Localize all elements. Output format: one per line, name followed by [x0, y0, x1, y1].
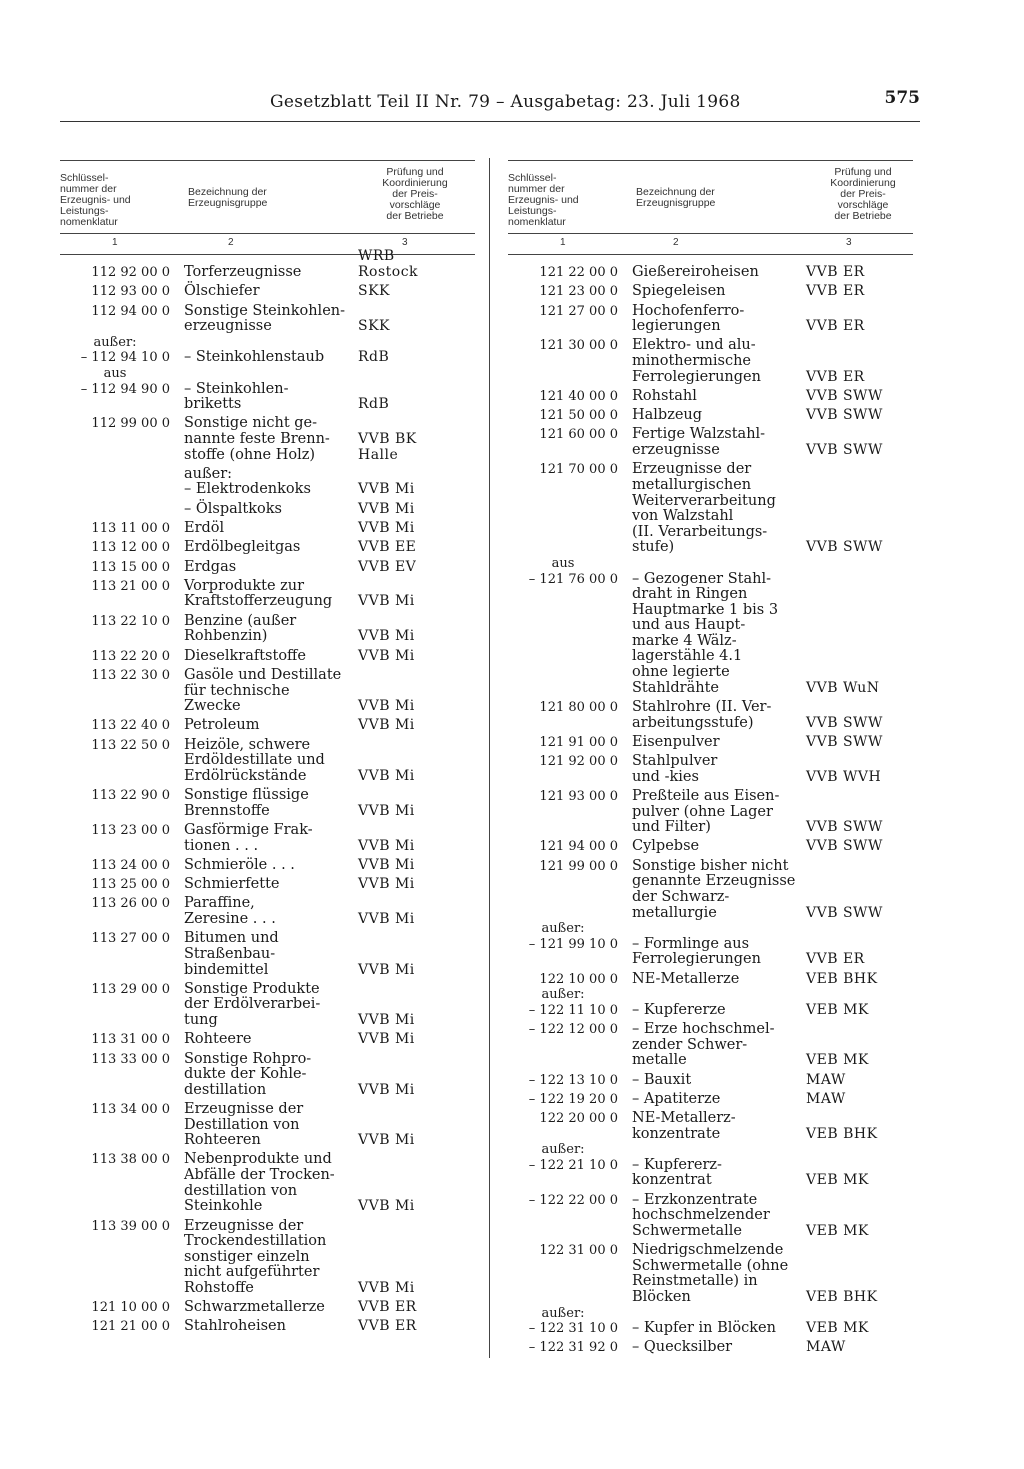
product-group-name: – Kupfererze: [632, 1001, 726, 1018]
reviewing-agency: VVB SWW: [806, 387, 883, 404]
key-number: – 112 94 10 0: [80, 350, 170, 366]
reviewing-agency: VEB MK: [806, 1052, 869, 1069]
key-number: 121 92 00 0: [539, 754, 618, 770]
reviewing-agency: VEB MK: [806, 1320, 869, 1337]
key-number: – 121 76 00 0: [528, 571, 618, 587]
reviewing-agency: VVB Mi: [358, 856, 415, 873]
reviewing-agency: VVB SWW: [806, 407, 883, 424]
key-number: 113 22 40 0: [91, 718, 170, 734]
product-group-name: Sonstige Produkte der Erdölverarbei- tung: [184, 980, 321, 1028]
column-header: [508, 161, 913, 233]
product-group-name: Bitumen und Straßenbau- bindemittel: [184, 930, 279, 978]
key-number: 113 26 00 0: [91, 896, 170, 912]
product-group-name: Heizöle, schwere Erdöldestillate und Erdölrückstände: [184, 736, 325, 784]
key-number: 112 94 00 0: [91, 303, 170, 319]
reviewing-agency: VVB ER: [358, 1318, 417, 1335]
product-group-name: Elektro- und alu- minothermische Ferrolegierungen: [632, 337, 761, 385]
reviewing-agency: VVB Mi: [358, 876, 415, 893]
key-number: 121 22 00 0: [539, 265, 618, 280]
reviewing-agency: VVB ER: [806, 264, 865, 280]
table-row: [60, 877, 475, 893]
page-number: 575: [884, 88, 920, 108]
product-group-name: – Gezogener Stahl- draht in Ringen Hauptmarke 1 bis 3 und aus Haupt- marke 4 Wälz- lagerstähle 4.1 ohne legierte Stahldrähte: [632, 570, 779, 696]
reviewing-agency: VVB Mi: [358, 1198, 415, 1215]
header-col3: Prüfung und Koordinierung der Preis- vorschläge der Betriebe: [382, 166, 448, 222]
product-group-name: – Quecksilber: [632, 1339, 733, 1356]
col-number-1: 1: [560, 237, 566, 248]
key-number: 122 31 00 0: [539, 1243, 618, 1259]
key-number: 122 10 00 0: [539, 971, 618, 987]
reviewing-agency: VVB ER: [806, 318, 865, 335]
key-number: 121 27 00 0: [539, 303, 618, 319]
product-group-name: Erzeugnisse der Trockendestillation sonstiger einzeln nicht aufgeführter Rohstoffe: [184, 1217, 327, 1296]
table-row: [60, 1219, 475, 1297]
product-group-name: Cylpebse: [632, 838, 700, 855]
header-col1: Schlüssel- nummer der Erzeugnis- und Leistungs- nomenklatur: [508, 172, 579, 228]
key-number: 121 70 00 0: [539, 462, 618, 478]
reviewing-agency: SKK: [358, 318, 391, 335]
code-prefix: außer:: [93, 334, 137, 350]
reviewing-agency: VVB WVH: [806, 768, 882, 785]
key-number: 113 21 00 0: [91, 578, 170, 594]
reviewing-agency: VVB Mi: [358, 698, 415, 715]
key-number: – 112 94 90 0: [80, 381, 170, 397]
table-row: [508, 921, 913, 968]
table-row: [508, 389, 913, 405]
reviewing-agency: VVB Mi: [358, 1279, 415, 1296]
key-number: 121 10 00 0: [91, 1300, 170, 1316]
reviewing-agency: VVB ER: [358, 1299, 417, 1316]
key-number: – 122 13 10 0: [528, 1072, 618, 1088]
table-row: [508, 408, 913, 424]
code-prefix: außer:: [541, 1305, 585, 1321]
code-prefix: außer:: [541, 921, 585, 937]
product-group-name: Sonstige Rohpro- dukte der Kohle- destillation: [184, 1050, 312, 1098]
key-number: 121 30 00 0: [539, 338, 618, 354]
reviewing-agency: RdB: [358, 349, 390, 366]
table-row: [60, 1032, 475, 1048]
table-row: [508, 1340, 913, 1356]
product-group-name: Gießereiroheisen: [632, 264, 759, 280]
product-group-name: Paraffine, Zeresine . . .: [184, 895, 276, 928]
table-row: [508, 987, 913, 1019]
table-row: [508, 265, 913, 281]
reviewing-agency: VVB SWW: [806, 904, 883, 921]
table-row: [60, 1319, 475, 1335]
product-group-name: Hochofenferro- legierungen: [632, 302, 745, 335]
key-number: 113 39 00 0: [91, 1218, 170, 1234]
product-group-name: Rohstahl: [632, 387, 697, 404]
reviewing-agency: VVB Mi: [358, 520, 415, 537]
product-group-name: Stahlrohre (II. Ver- arbeitungsstufe): [632, 698, 772, 731]
left-column: [60, 160, 475, 1339]
table-row: [60, 334, 475, 366]
product-group-name: Stahlroheisen: [184, 1318, 286, 1335]
table-row: [60, 738, 475, 785]
product-group-name: – Erze hochschmel- zender Schwer- metalle: [632, 1021, 775, 1069]
key-number: 113 22 30 0: [91, 667, 170, 683]
table-row: [60, 1300, 475, 1316]
table-row: [508, 1022, 913, 1069]
col-number-3: 3: [402, 237, 408, 248]
key-number: – 122 21 10 0: [528, 1157, 618, 1173]
header-col1: Schlüssel- nummer der Erzeugnis- und Leistungs- nomenklatur: [60, 172, 131, 228]
key-number: 121 80 00 0: [539, 699, 618, 715]
reviewing-agency: MAW: [806, 1071, 846, 1088]
key-number: 112 99 00 0: [91, 416, 170, 432]
key-number: 113 34 00 0: [91, 1102, 170, 1117]
table-row: [508, 1111, 913, 1142]
left-rows: [60, 248, 475, 1335]
key-number: 121 21 00 0: [91, 1319, 170, 1335]
reviewing-agency: VVB ER: [806, 283, 865, 300]
table-row: [60, 614, 475, 645]
product-group-name: Benzine (außer Rohbenzin): [184, 612, 297, 645]
reviewing-agency: VVB ER: [806, 951, 865, 968]
header-col2: Bezeichnung der Erzeugnisgruppe: [188, 186, 268, 209]
key-number: 113 29 00 0: [91, 981, 170, 997]
right-rows: [508, 255, 913, 1356]
table-row: [60, 521, 475, 537]
product-group-name: – Erzkonzentrate hochschmelzender Schwermetalle: [632, 1191, 770, 1239]
key-number: 113 25 00 0: [91, 877, 170, 893]
table-row: [60, 540, 475, 556]
table-row: [508, 735, 913, 751]
reviewing-agency: VVB Mi: [358, 767, 415, 784]
table-row: [508, 754, 913, 785]
reviewing-agency: VVB SWW: [806, 539, 883, 556]
reviewing-agency: MAW: [806, 1090, 846, 1107]
header-col3: Prüfung und Koordinierung der Preis- vorschläge der Betriebe: [830, 166, 896, 222]
reviewing-agency: RdB: [358, 396, 390, 413]
table-row: [60, 823, 475, 854]
table-row: [508, 462, 913, 556]
reviewing-agency: VVB Mi: [358, 961, 415, 978]
column-numbers: [508, 234, 913, 254]
key-number: 121 23 00 0: [539, 284, 618, 300]
product-group-name: Gasöle und Destillate für technische Zwecke: [184, 666, 342, 715]
reviewing-agency: VVB Mi: [358, 1132, 415, 1149]
key-number: 113 11 00 0: [91, 521, 170, 537]
key-number: 113 31 00 0: [91, 1032, 170, 1048]
product-group-name: Fertige Walzstahl- erzeugnisse: [632, 426, 766, 459]
key-number: 121 60 00 0: [539, 427, 618, 443]
product-group-name: – Formlinge aus Ferrolegierungen: [632, 935, 761, 968]
product-group-name: Stahlpulver und -kies: [632, 753, 718, 785]
table-row: [508, 972, 913, 988]
reviewing-agency: VVB Mi: [358, 481, 415, 498]
table-row: [508, 1073, 913, 1089]
product-group-name: – Kupfererz- konzentrat: [632, 1156, 722, 1189]
product-group-name: Sonstige bisher nicht genannte Erzeugnisse der Schwarz- metallurgie: [632, 857, 796, 921]
code-prefix: außer:: [541, 987, 585, 1003]
reviewing-agency: VVB Mi: [358, 500, 415, 517]
reviewing-agency: VVB ER: [806, 368, 865, 385]
product-group-name: Eisenpulver: [632, 733, 720, 750]
reviewing-agency: VVB WuN: [806, 679, 880, 696]
table-row: [508, 1243, 913, 1305]
table-row: [508, 1142, 913, 1189]
product-group-name: – Steinkohlenstaub: [184, 349, 325, 366]
reviewing-agency: VEB BHK: [806, 1288, 878, 1305]
product-group-name: Schwarzmetallerze: [184, 1299, 325, 1316]
key-number: 121 50 00 0: [539, 408, 618, 424]
product-group-name: – Steinkohlen- briketts: [184, 380, 289, 413]
key-number: 112 93 00 0: [91, 284, 170, 300]
reviewing-agency: VVB Mi: [358, 911, 415, 928]
key-number: 121 94 00 0: [539, 839, 618, 855]
right-column: [508, 160, 913, 1360]
reviewing-agency: VVB Mi: [358, 1011, 415, 1028]
product-group-name: Schmierfette: [184, 876, 280, 893]
product-group-name: Petroleum: [184, 717, 260, 734]
key-number: – 122 31 92 0: [528, 1340, 618, 1356]
column-divider: [489, 158, 490, 1358]
product-group-name: Sonstige Steinkohlen- erzeugnisse: [184, 302, 346, 335]
key-number: 113 23 00 0: [91, 823, 170, 838]
key-number: 122 20 00 0: [539, 1111, 618, 1127]
key-number: 121 93 00 0: [539, 788, 618, 804]
key-number: 113 33 00 0: [91, 1051, 170, 1067]
key-number: 113 24 00 0: [91, 857, 170, 873]
table-row: [60, 788, 475, 819]
reviewing-agency: SKK: [358, 283, 391, 300]
key-number: 113 15 00 0: [91, 559, 170, 575]
table-row: [508, 338, 913, 385]
product-group-name: Sonstige nicht ge- nannte feste Brenn- stoffe (ohne Holz): [184, 415, 330, 463]
reviewing-agency: VVB Mi: [358, 802, 415, 819]
product-group-name: Preßteile aus Eisen- pulver (ohne Lager und Filter): [632, 787, 780, 836]
key-number: 113 22 50 0: [91, 737, 170, 753]
product-group-name: Erdölbegleitgas: [184, 539, 301, 556]
table-row: [508, 789, 913, 836]
table-row: [508, 1193, 913, 1240]
key-number: 121 91 00 0: [539, 734, 618, 750]
product-group-name: Erzeugnisse der metallurgischen Weiterverarbeitung von Walzstahl (II. Verarbeitungs- stufe): [632, 461, 776, 556]
page-header: [60, 88, 920, 118]
reviewing-agency: VVB SWW: [806, 733, 883, 750]
reviewing-agency: VEB BHK: [806, 1125, 878, 1142]
table-row: [60, 284, 475, 300]
table-row: [508, 427, 913, 458]
product-group-name: Dieselkraftstoffe: [184, 647, 306, 664]
col-number-2: 2: [673, 237, 679, 248]
reviewing-agency: VVB SWW: [806, 838, 883, 855]
product-group-name: NE-Metallerz- konzentrate: [632, 1110, 736, 1142]
table-row: [508, 284, 913, 300]
table-row: [508, 700, 913, 731]
table-row: [60, 248, 475, 281]
reviewing-agency: VVB Mi: [358, 1081, 415, 1098]
key-number: 121 99 00 0: [539, 858, 618, 874]
code-prefix: außer:: [541, 1142, 585, 1158]
table-row: [60, 467, 475, 498]
code-prefix: aus: [103, 365, 127, 381]
table-row: [60, 1152, 475, 1214]
reviewing-agency: VVB Mi: [358, 628, 415, 645]
key-number: 113 22 90 0: [91, 788, 170, 804]
table-row: [60, 1102, 475, 1149]
product-group-name: außer: – Elektrodenkoks: [184, 465, 311, 498]
reviewing-agency: VVB Mi: [358, 1031, 415, 1048]
product-group-name: – Kupfer in Blöcken: [632, 1320, 776, 1337]
header-col2: Bezeichnung der Erzeugnisgruppe: [636, 186, 716, 209]
table-row: [508, 839, 913, 855]
table-row: [60, 718, 475, 734]
code-prefix: aus: [551, 555, 575, 571]
key-number: 113 22 10 0: [91, 613, 170, 629]
key-number: – 122 19 20 0: [528, 1091, 618, 1107]
header-rule: [60, 121, 920, 122]
table-row: [60, 304, 475, 335]
table-row: [60, 649, 475, 665]
product-group-name: Spiegeleisen: [632, 283, 726, 300]
product-group-name: Ölschiefer: [184, 283, 260, 300]
column-header: [60, 161, 475, 233]
product-group-name: Rohteere: [184, 1031, 252, 1048]
reviewing-agency: VVB EE: [358, 539, 417, 556]
table-row: [60, 668, 475, 715]
product-group-name: Niedrigschmelzende Schwermetalle (ohne Reinstmetalle) in Blöcken: [632, 1242, 789, 1305]
reviewing-agency: VVB SWW: [806, 442, 883, 459]
table-row: [60, 931, 475, 978]
table-row: [508, 1305, 913, 1337]
page-title: Gesetzblatt Teil II Nr. 79 – Ausgabetag: 23. Juli 1968: [270, 92, 741, 112]
reviewing-agency: VVB Mi: [358, 837, 415, 854]
key-number: 113 22 20 0: [91, 648, 170, 664]
key-number: 112 92 00 0: [91, 265, 170, 280]
key-number: 113 12 00 0: [91, 540, 170, 556]
key-number: 113 38 00 0: [91, 1152, 170, 1168]
col-number-2: 2: [228, 237, 234, 248]
key-number: 113 27 00 0: [91, 931, 170, 947]
reviewing-agency: VEB MK: [806, 1222, 869, 1239]
key-number: – 121 99 10 0: [528, 936, 618, 952]
product-group-name: Erdöl: [184, 520, 225, 537]
product-group-name: Erzeugnisse der Destillation von Rohteeren: [184, 1101, 304, 1149]
product-group-name: Vorprodukte zur Kraftstofferzeugung: [184, 577, 333, 610]
reviewing-agency: VEB MK: [806, 1001, 869, 1018]
product-group-name: Gasförmige Frak- tionen . . .: [184, 822, 313, 854]
table-row: [60, 416, 475, 463]
reviewing-agency: VVB Mi: [358, 717, 415, 734]
key-number: – 122 22 00 0: [528, 1192, 618, 1208]
reviewing-agency: VEB MK: [806, 1172, 869, 1189]
product-group-name: – Apatiterze: [632, 1090, 721, 1107]
key-number: – 122 31 10 0: [528, 1321, 618, 1337]
table-row: [60, 896, 475, 927]
product-group-name: Torferzeugnisse: [184, 264, 302, 280]
table-row: [60, 560, 475, 576]
table-row: [60, 982, 475, 1029]
reviewing-agency: VVB SWW: [806, 819, 883, 836]
reviewing-agency: VEB BHK: [806, 970, 878, 987]
table-row: [60, 1052, 475, 1099]
product-group-name: – Bauxit: [632, 1071, 692, 1088]
product-group-name: Schmieröle . . .: [184, 856, 295, 873]
key-number: – 122 11 10 0: [528, 1002, 618, 1018]
product-group-name: – Ölspaltkoks: [184, 500, 282, 517]
key-number: 121 40 00 0: [539, 388, 618, 404]
table-row: [60, 579, 475, 610]
table-row: [508, 555, 913, 697]
table-row: [60, 365, 475, 413]
col-number-3: 3: [846, 237, 852, 248]
reviewing-agency: VVB EV: [358, 558, 417, 575]
product-group-name: Erdgas: [184, 558, 237, 575]
product-group-name: Nebenprodukte und Abfälle der Trocken- destillation von Steinkohle: [184, 1151, 335, 1215]
reviewing-agency: VVB BK Halle: [358, 431, 417, 463]
table-row: [508, 1092, 913, 1108]
table-row: [60, 858, 475, 874]
reviewing-agency: WRB Rostock: [358, 248, 419, 280]
reviewing-agency: VVB SWW: [806, 714, 883, 731]
product-group-name: Halbzeug: [632, 407, 703, 424]
table-row: [508, 304, 913, 335]
col-number-1: 1: [112, 237, 118, 248]
table-row: [508, 859, 913, 921]
product-group-name: NE-Metallerze: [632, 970, 740, 987]
reviewing-agency: VVB Mi: [358, 593, 415, 610]
key-number: – 122 12 00 0: [528, 1022, 618, 1038]
reviewing-agency: VVB Mi: [358, 647, 415, 664]
reviewing-agency: MAW: [806, 1339, 846, 1356]
table-row: [60, 502, 475, 518]
product-group-name: Sonstige flüssige Brennstoffe: [184, 787, 309, 819]
